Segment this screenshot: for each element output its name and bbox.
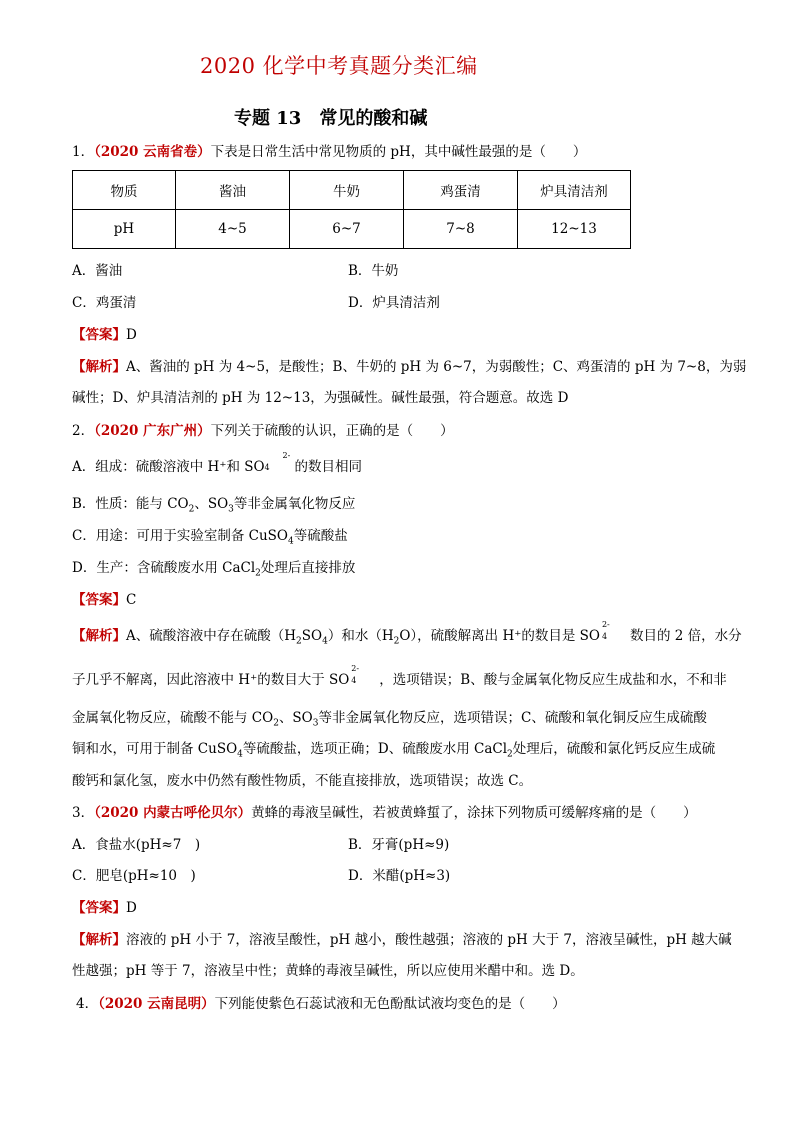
question-source: （2020 广东广州） [94, 423, 211, 439]
table-cell: 物质 [73, 171, 176, 210]
option-text: 等硫酸盐 [293, 528, 348, 544]
table-cell: pH [73, 210, 176, 249]
answer-value: D [126, 900, 137, 916]
subscript: 2 [296, 636, 302, 647]
analysis-line [72, 740, 715, 758]
question-text: 下表是日常生活中常见物质的 pH，其中碱性最强的是（ ） [210, 144, 587, 160]
analysis-line: 酸钙和氯化氢，废水中仍然有酸性物质，不能直接排放，选项错误；故选 C。 [72, 773, 533, 789]
ion-charge: 2- [282, 451, 291, 460]
analysis-text: 数目的 2 倍，水分 [629, 628, 742, 644]
option-text: C．用途：可用于实验室制备 CuSO [72, 528, 288, 544]
option-b [72, 495, 355, 513]
document-subtitle: 专题 13 常见的酸和碱 [234, 108, 428, 129]
question-2-stem [72, 422, 454, 440]
subscript: 2 [393, 636, 400, 647]
table-cell: 牛奶 [290, 171, 404, 210]
table-cell: 6~7 [290, 210, 404, 249]
question-number: 2． [72, 423, 95, 439]
option-text: 等非金属氧化物反应 [233, 496, 356, 512]
ph-table [72, 170, 631, 249]
subscript: 3 [228, 504, 234, 515]
question-number: 3． [72, 805, 95, 821]
analysis-text: 处理后，硫酸和氯化钙反应生成硫 [512, 741, 716, 757]
document-title: 2020 化学中考真题分类汇编 [200, 54, 478, 78]
question-text: 下列关于硫酸的认识，正确的是（ ） [210, 423, 454, 439]
analysis-text: 、SO [278, 710, 313, 726]
answer-line [72, 899, 137, 917]
question-text: 黄蜂的毒液呈碱性，若被黄蜂蜇了，涂抹下列物质可缓解疼痛的是（ ） [251, 805, 697, 821]
table-cell: 7~8 [404, 210, 518, 249]
question-source: （2020 云南省卷） [94, 144, 211, 160]
option-text: D．生产：含硫酸废水用 CaCl [72, 560, 256, 576]
analysis-text: 子几乎不解离，因此溶液中 H⁺的数目大于 SO [72, 672, 350, 688]
analysis-line [72, 358, 746, 376]
analysis-text: A、硫酸溶液中存在硫酸（H [126, 628, 297, 644]
analysis-text: 等非金属氧化物反应，选项错误；C、硫酸和氧化铜反应生成硫酸 [318, 710, 707, 726]
subscript: 4 [322, 636, 328, 647]
option-b: B．牛奶 [348, 263, 399, 279]
option-d [72, 559, 355, 577]
option-a [72, 451, 363, 476]
question-source: （2020 云南昆明） [98, 996, 215, 1012]
question-1-stem [72, 143, 586, 161]
table-row [73, 210, 631, 249]
answer-label: 【答案】 [72, 592, 126, 608]
answer-line [72, 591, 136, 609]
analysis-text: 铜和水，可用于制备 CuSO [72, 741, 238, 757]
analysis-text: ，选项错误；B、酸与金属氧化物反应生成盐和水，不和非 [379, 672, 727, 688]
question-4-stem [76, 995, 566, 1013]
option-c: C．肥皂(pH≈10 ) [72, 868, 196, 884]
option-d: D．炉具清洁剂 [348, 295, 440, 311]
analysis-text: O），硫酸解离出 H⁺的数目是 SO [399, 628, 600, 644]
option-text: 的数目相同 [294, 459, 363, 475]
analysis-text: 等硫酸盐，选项正确；D、硫酸废水用 CaCl [242, 741, 508, 757]
question-number: 4． [76, 996, 99, 1012]
analysis-line: 性越强；pH 等于 7，溶液呈中性；黄蜂的毒液呈碱性，所以应使用米醋中和。选 D。 [72, 963, 584, 979]
option-c [72, 527, 348, 545]
analysis-line: 碱性；D、炉具清洁剂的 pH 为 12~13，为强碱性。碱性最强，符合题意。故选 D [72, 390, 569, 406]
sulfate-ion [264, 451, 295, 472]
ion-subscript: 4 [601, 632, 608, 641]
analysis-text: ）和水（H [327, 628, 394, 644]
subscript: 2 [188, 504, 195, 515]
analysis-text: A、酱油的 pH 为 4~5，是酸性；B、牛奶的 pH 为 6~7，为弱酸性；C、鸡蛋清的 pH 为 7~8，为弱 [126, 359, 747, 375]
option-b: B．牙膏(pH≈9) [348, 837, 450, 853]
table-row [73, 171, 631, 210]
option-d: D．米醋(pH≈3) [348, 868, 451, 884]
answer-label: 【答案】 [72, 327, 126, 343]
question-3-stem [72, 804, 697, 822]
table-cell: 4~5 [176, 210, 290, 249]
analysis-line [72, 709, 707, 727]
ion-subscript: 4 [351, 676, 357, 685]
analysis-text: 金属氧化物反应，硫酸不能与 CO [72, 710, 274, 726]
analysis-label: 【解析】 [72, 628, 126, 644]
option-text: A．组成：硫酸溶液中 H⁺和 SO [72, 459, 265, 475]
answer-value: C [126, 592, 137, 608]
table-cell: 12~13 [518, 210, 631, 249]
analysis-label: 【解析】 [72, 359, 126, 375]
table-cell: 鸡蛋清 [404, 171, 518, 210]
subscript: 4 [237, 749, 243, 760]
table-cell: 酱油 [176, 171, 290, 210]
analysis-text: 溶液的 pH 小于 7，溶液呈酸性，pH 越小，酸性越强；溶液的 pH 大于 7，溶液呈碱性，pH 越大碱 [126, 932, 732, 948]
option-a: A．酱油 [72, 263, 123, 279]
analysis-line [72, 931, 732, 949]
analysis-text: SO [301, 628, 323, 644]
table-cell: 炉具清洁剂 [518, 171, 631, 210]
analysis-line [72, 620, 742, 647]
subscript: 2 [507, 749, 513, 760]
ion-subscript: 4 [264, 463, 270, 472]
subscript: 2 [273, 718, 279, 729]
answer-value: D [126, 327, 137, 343]
question-text: 下列能使紫色石蕊试液和无色酚酞试液均变色的是（ ） [214, 996, 566, 1012]
analysis-line [72, 664, 727, 689]
option-c: C．鸡蛋清 [72, 295, 137, 311]
sulfate-ion [600, 620, 630, 641]
ion-charge: 2- [351, 664, 360, 673]
option-a: A．食盐水(pH≈7 ) [72, 837, 201, 853]
subscript: 4 [287, 536, 294, 547]
subscript: 2 [255, 568, 261, 579]
answer-line [72, 326, 137, 344]
question-number: 1． [72, 144, 95, 160]
option-text: 处理后直接排放 [260, 560, 356, 576]
analysis-label: 【解析】 [72, 932, 126, 948]
question-source: （2020 内蒙古呼伦贝尔） [94, 805, 252, 821]
ion-charge: 2- [601, 620, 610, 629]
answer-label: 【答案】 [72, 900, 126, 916]
sulfate-ion [349, 664, 379, 685]
option-text: B．性质：能与 CO [72, 496, 189, 512]
option-text: 、SO [194, 496, 229, 512]
subscript: 3 [312, 718, 319, 729]
